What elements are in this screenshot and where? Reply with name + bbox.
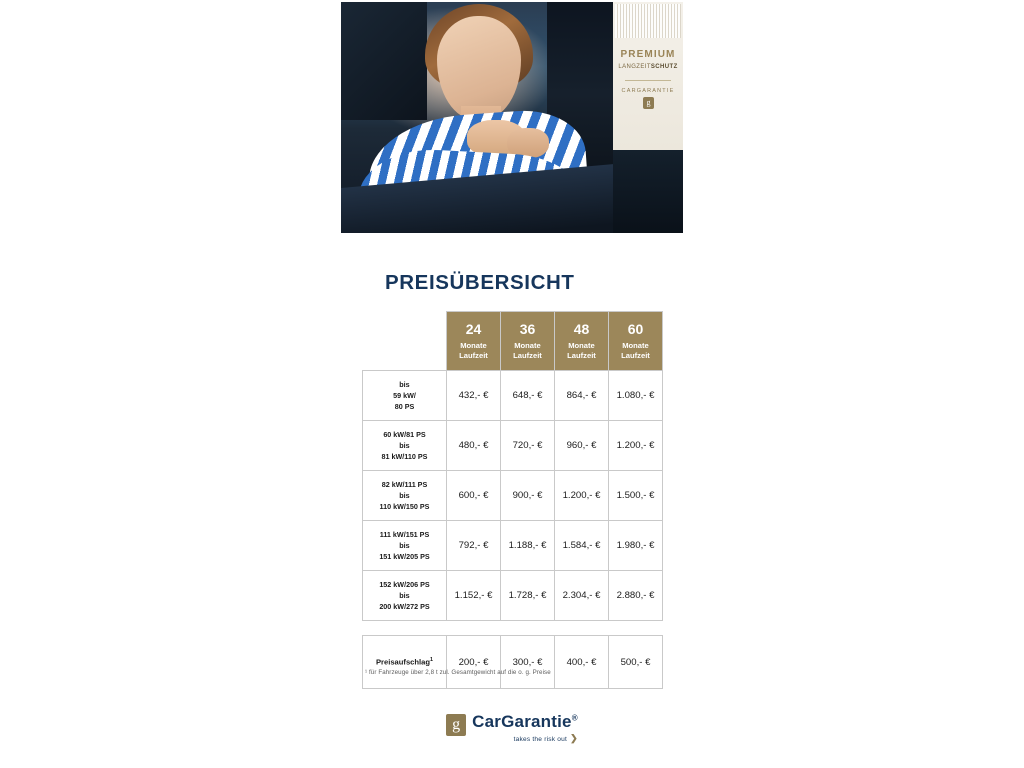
table-row: [363, 371, 663, 421]
row-label-4-line1: bis: [399, 590, 410, 600]
row-label-3-line2: 151 kW/205 PS: [379, 552, 430, 562]
row-label-3: [363, 521, 447, 571]
column-header-24: [447, 312, 501, 371]
row-label-2-line1: bis: [399, 490, 410, 500]
column-header-60: [609, 312, 663, 371]
row-label-4: [363, 571, 447, 621]
table-corner-cell: [363, 312, 447, 371]
table-row: [363, 471, 663, 521]
price-cell-2-0: 600,- €: [447, 471, 501, 521]
price-table: [362, 311, 663, 689]
table-spacer-cell: [363, 621, 663, 636]
brand-name-text: CarGarantie: [472, 712, 572, 731]
cargarantie-brand-icon: g: [446, 714, 466, 736]
row-label-1-line0: 60 kW/81 PS: [383, 429, 426, 439]
column-header-48-word1: Monate: [568, 341, 595, 351]
hero-line-pattern: [615, 4, 681, 38]
surcharge-label-cell: [363, 636, 447, 689]
row-label-1-line1: bis: [399, 440, 410, 450]
hero-right-panel: [613, 2, 683, 233]
price-cell-1-1: 720,- €: [501, 421, 555, 471]
price-cell-0-3: 1.080,- €: [609, 371, 663, 421]
swoosh-icon: ❯: [570, 733, 578, 743]
column-header-48: [555, 312, 609, 371]
brand-block: [341, 712, 683, 746]
column-header-60-word1: Monate: [622, 341, 649, 351]
row-label-4-line2: 200 kW/272 PS: [379, 602, 430, 612]
price-cell-2-1: 900,- €: [501, 471, 555, 521]
row-label-3-line0: 111 kW/151 PS: [379, 529, 430, 539]
price-cell-4-2: 2.304,- €: [555, 571, 609, 621]
surcharge-cell-1: 300,- €: [501, 636, 555, 689]
registered-trademark-icon: ®: [571, 713, 578, 723]
price-cell-3-3: 1.980,- €: [609, 521, 663, 571]
column-header-48-number: 48: [573, 321, 590, 338]
table-spacer-row: [363, 621, 663, 636]
column-header-60-word2: Laufzeit: [621, 350, 650, 360]
surcharge-cell-3: 500,- €: [609, 636, 663, 689]
table-header-row: [363, 312, 663, 371]
row-label-0-line1: 59 kW/: [393, 390, 416, 400]
cargarantie-logo-icon: g: [643, 97, 654, 109]
price-cell-1-2: 960,- €: [555, 421, 609, 471]
hero-right-light-band: [613, 2, 683, 150]
surcharge-footnote-marker: 1: [430, 656, 434, 663]
table-row: [363, 421, 663, 471]
column-header-36-number: 36: [519, 321, 536, 338]
row-label-2-line2: 110 kW/150 PS: [379, 502, 430, 512]
column-header-60-number: 60: [627, 321, 644, 338]
row-label-1-line2: 81 kW/110 PS: [381, 452, 428, 462]
brand-name: [472, 712, 578, 732]
price-table-body: [363, 371, 663, 689]
price-cell-3-2: 1.584,- €: [555, 521, 609, 571]
price-cell-3-1: 1.188,- €: [501, 521, 555, 571]
hero-banner: [341, 2, 683, 233]
premium-subtitle-light: LANGZEIT: [618, 64, 651, 70]
price-cell-2-2: 1.200,- €: [555, 471, 609, 521]
brand-claim-text: takes the risk out: [513, 736, 568, 743]
table-row: [363, 521, 663, 571]
price-table-head: [363, 312, 663, 371]
row-label-1: [363, 421, 447, 471]
price-cell-4-1: 1.728,- €: [501, 571, 555, 621]
surcharge-label: Preisaufschlag: [375, 657, 431, 667]
face-shape: [437, 16, 521, 120]
row-label-2-line0: 82 kW/111 PS: [381, 479, 428, 489]
footnote-text: ¹ für Fahrzeuge über 2,8 t zul. Gesamtgewicht auf die o. g. Preise: [365, 669, 551, 676]
column-header-24-word1: Monate: [460, 341, 487, 351]
row-label-4-line0: 152 kW/206 PS: [379, 579, 430, 589]
price-cell-0-2: 864,- €: [555, 371, 609, 421]
column-header-36-word1: Monate: [514, 341, 541, 351]
price-cell-3-0: 792,- €: [447, 521, 501, 571]
premium-subtitle: [615, 64, 681, 70]
price-cell-1-0: 480,- €: [447, 421, 501, 471]
price-cell-0-0: 432,- €: [447, 371, 501, 421]
price-cell-2-3: 1.500,- €: [609, 471, 663, 521]
column-header-36-word2: Laufzeit: [513, 350, 542, 360]
column-header-24-number: 24: [465, 321, 482, 338]
column-header-24-word2: Laufzeit: [459, 350, 488, 360]
brand-claim: [472, 733, 578, 744]
surcharge-cell-2: 400,- €: [555, 636, 609, 689]
price-cell-0-1: 648,- €: [501, 371, 555, 421]
brand-lockup: [446, 712, 578, 744]
row-label-0-line0: bis: [399, 379, 410, 389]
price-cell-4-3: 2.880,- €: [609, 571, 663, 621]
price-table-wrapper: [362, 311, 662, 689]
price-cell-4-0: 1.152,- €: [447, 571, 501, 621]
column-header-48-word2: Laufzeit: [567, 350, 596, 360]
surcharge-row: [363, 636, 663, 689]
car-dashboard-shape: [341, 2, 427, 120]
hero-right-dark-band: [613, 150, 683, 233]
row-label-0-line2: 80 PS: [394, 402, 415, 412]
surcharge-cell-0: 200,- €: [447, 636, 501, 689]
page-title: PREISÜBERSICHT: [385, 271, 575, 294]
brochure-sheet: [341, 0, 683, 768]
row-label-3-line1: bis: [399, 540, 410, 550]
column-header-36: [501, 312, 555, 371]
woman-in-car-photo: [341, 2, 613, 233]
row-label-2: [363, 471, 447, 521]
premium-divider: [625, 80, 671, 81]
premium-title: PREMIUM: [620, 49, 676, 60]
table-row: [363, 571, 663, 621]
premium-subtitle-bold: SCHUTZ: [650, 64, 678, 70]
row-label-0: [363, 371, 447, 421]
price-cell-1-3: 1.200,- €: [609, 421, 663, 471]
premium-brand-label: CARGARANTIE: [621, 88, 675, 94]
